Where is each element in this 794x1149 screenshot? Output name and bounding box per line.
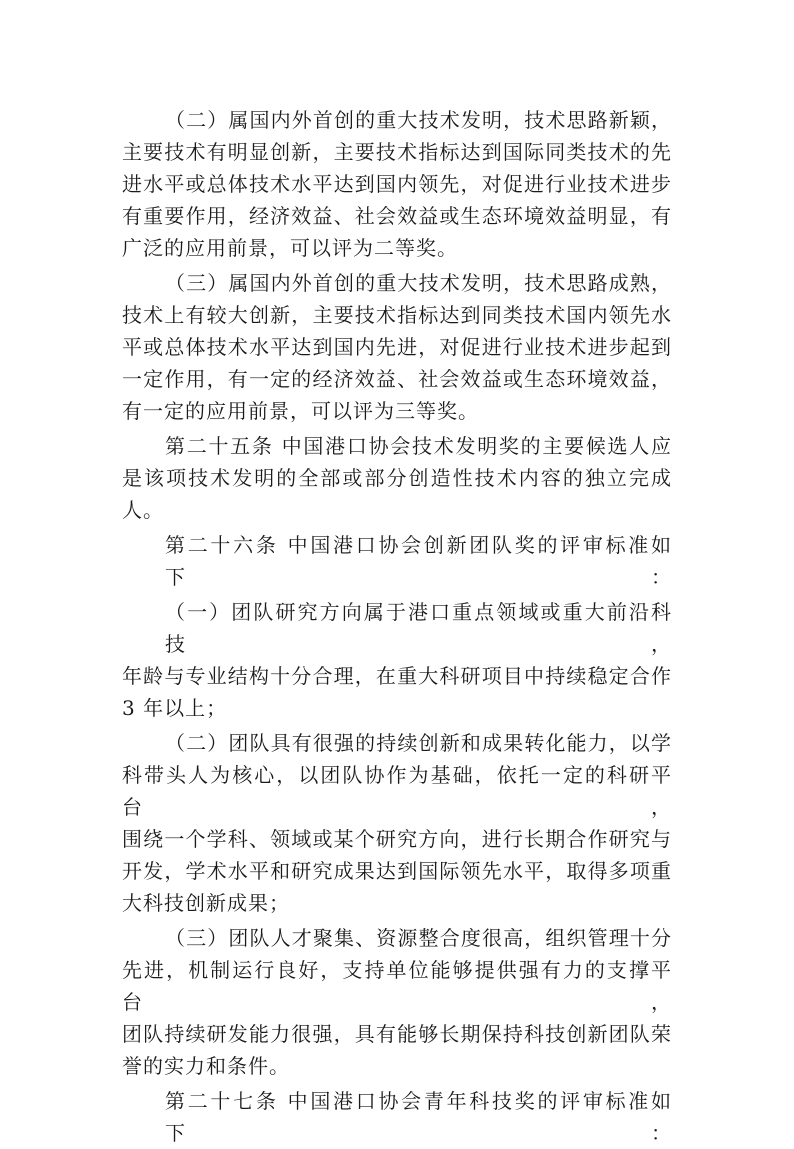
paragraph-line: （二）属国内外首创的重大技术发明，技术思路新颖， [165, 108, 672, 132]
paragraph-line: 有一定的应用前景，可以评为三等奖。 [122, 399, 479, 423]
paragraph-line: 有重要作用，经济效益、社会效益或生态环境效益明显，有 [122, 204, 672, 228]
paragraph-line: 进水平或总体技术水平达到国内领先，对促进行业技术进步 [122, 172, 672, 196]
paragraph-line: 平或总体技术水平达到国内先进，对促进行业技术进步起到 [122, 335, 672, 359]
paragraph-line: 第二十六条 中国港口协会创新团队奖的评审标准如下： [165, 533, 672, 589]
paragraph-line: （三）属国内外首创的重大技术发明，技术思路成熟， [165, 271, 672, 295]
paragraph-line: 围绕一个学科、领域或某个研究方向，进行长期合作研究与 [122, 827, 672, 851]
paragraph-line: 广泛的应用前景，可以评为二等奖。 [122, 236, 458, 260]
paragraph-line: 年龄与专业结构十分合理，在重大科研项目中持续稳定合作 [122, 664, 672, 688]
paragraph-line: 第二十七条 中国港口协会青年科技奖的评审标准如下： [165, 1089, 672, 1145]
paragraph-line: 主要技术有明显创新，主要技术指标达到国际同类技术的先 [122, 140, 672, 164]
document-page [122, 0, 672, 1149]
paragraph-line: 科带头人为核心，以团队协作为基础，依托一定的科研平台， [122, 763, 672, 819]
paragraph-line: 第二十五条 中国港口协会技术发明奖的主要候选人应 [165, 434, 672, 458]
paragraph-line: 誉的实力和条件。 [122, 1054, 290, 1078]
paragraph-line: （二）团队具有很强的持续创新和成果转化能力，以学 [165, 731, 672, 755]
paragraph-line: 大科技创新成果； [122, 891, 290, 915]
paragraph-line: 一定作用，有一定的经济效益、社会效益或生态环境效益， [122, 367, 672, 391]
paragraph-line: 人。 [122, 498, 164, 522]
paragraph-line: （三）团队人才聚集、资源整合度很高，组织管理十分 [165, 926, 672, 950]
paragraph-line: 3 年以上； [122, 696, 228, 720]
paragraph-line: 技术上有较大创新，主要技术指标达到同类技术国内领先水 [122, 303, 672, 327]
paragraph-line: 开发，学术水平和研究成果达到国际领先水平，取得多项重 [122, 859, 672, 883]
paragraph-line: 是该项技术发明的全部或部分创造性技术内容的独立完成 [122, 466, 672, 490]
paragraph-line: 先进，机制运行良好，支持单位能够提供强有力的支撑平台， [122, 958, 672, 1014]
paragraph-line: 团队持续研发能力很强，具有能够长期保持科技创新团队荣 [122, 1022, 672, 1046]
paragraph-line: （一）团队研究方向属于港口重点领域或重大前沿科技， [165, 600, 672, 656]
